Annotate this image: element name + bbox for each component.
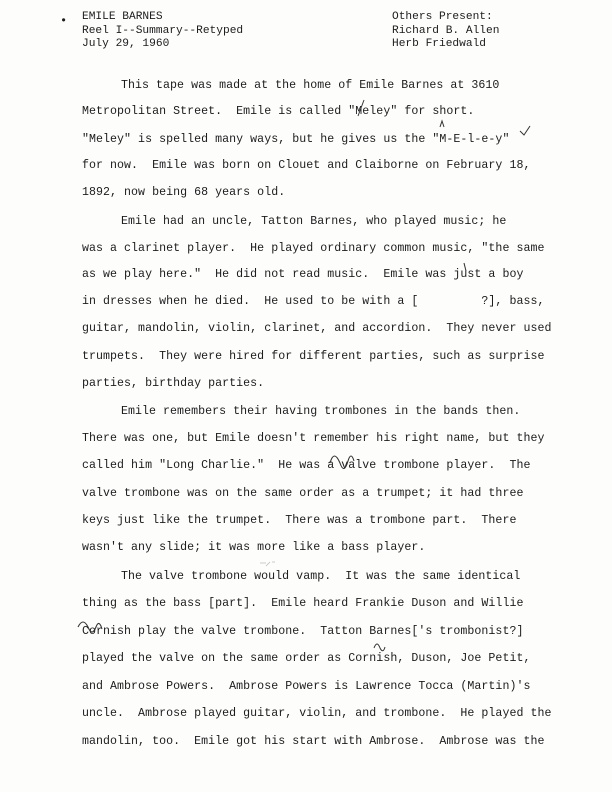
bullet-mark: • xyxy=(60,14,68,28)
text-line: thing as the bass [part]. Emile heard Frankie Duson and Willie xyxy=(82,597,524,610)
header-left xyxy=(82,11,243,52)
text-line: The valve trombone would vamp. It was the same identical xyxy=(121,570,521,583)
text-line: called him "Long Charlie." He was a valve trombone player. The xyxy=(82,459,531,472)
text-line: as we play here." He did not read music. Emile was just a boy xyxy=(82,268,524,281)
reel-info: Reel I--Summary--Retyped xyxy=(82,24,244,37)
text-line: wasn't any slide; it was more like a bass player. xyxy=(82,541,426,554)
text-line: in dresses when he died. He used to be with a [ ?], bass, xyxy=(82,295,545,308)
text-line: There was one, but Emile doesn't remember his right name, but they xyxy=(82,432,545,445)
others-present-label: Others Present: xyxy=(392,11,493,23)
interview-date: July 29, 1960 xyxy=(82,38,170,50)
text-line: Metropolitan Street. Emile is called "Meley" for short. xyxy=(82,105,475,118)
text-line: valve trombone was on the same order as a trumpet; it had three xyxy=(82,487,524,500)
scribble-mark xyxy=(374,644,385,651)
caret-mark xyxy=(440,121,444,127)
text-line: mandolin, too. Emile got his start with Ambrose. Ambrose was the xyxy=(82,735,545,748)
text-line: and Ambrose Powers. Ambrose Powers is Lawrence Tocca (Martin)'s xyxy=(82,680,531,693)
text-line: trumpets. They were hired for different parties, such as surprise xyxy=(82,350,545,363)
text-line: Cornish play the valve trombone. Tatton Barnes['s trombonist?] xyxy=(82,625,524,638)
text-line: Emile had an uncle, Tatton Barnes, who played music; he xyxy=(121,215,507,228)
text-line: uncle. Ambrose played guitar, violin, and trombone. He played the xyxy=(82,707,552,720)
present-person-2: Herb Friedwald xyxy=(392,38,486,50)
text-line: was a clarinet player. He played ordinary common music, "the same xyxy=(82,242,545,255)
check-mark xyxy=(520,126,530,135)
present-person-1: Richard B. Allen xyxy=(392,24,500,37)
text-line: played the valve on the same order as Cornish, Duson, Joe Petit, xyxy=(82,652,531,665)
interviewee-name: EMILE BARNES xyxy=(82,11,163,23)
faint-mark xyxy=(260,562,275,566)
text-line: keys just like the trumpet. There was a trombone part. There xyxy=(82,514,517,527)
text-line: 1892, now being 68 years old. xyxy=(82,186,286,199)
text-line: parties, birthday parties. xyxy=(82,377,265,390)
header-right xyxy=(392,11,499,52)
text-line: guitar, mandolin, violin, clarinet, and accordion. They never used xyxy=(82,322,552,335)
text-line: This tape was made at the home of Emile Barnes at 3610 xyxy=(121,79,500,92)
text-line: "Meley" is spelled many ways, but he gives us the "M-E-l-e-y" xyxy=(82,133,510,146)
text-line: Emile remembers their having trombones in the bands then. xyxy=(121,405,521,418)
text-line: for now. Emile was born on Clouet and Claiborne on February 18, xyxy=(82,159,531,172)
